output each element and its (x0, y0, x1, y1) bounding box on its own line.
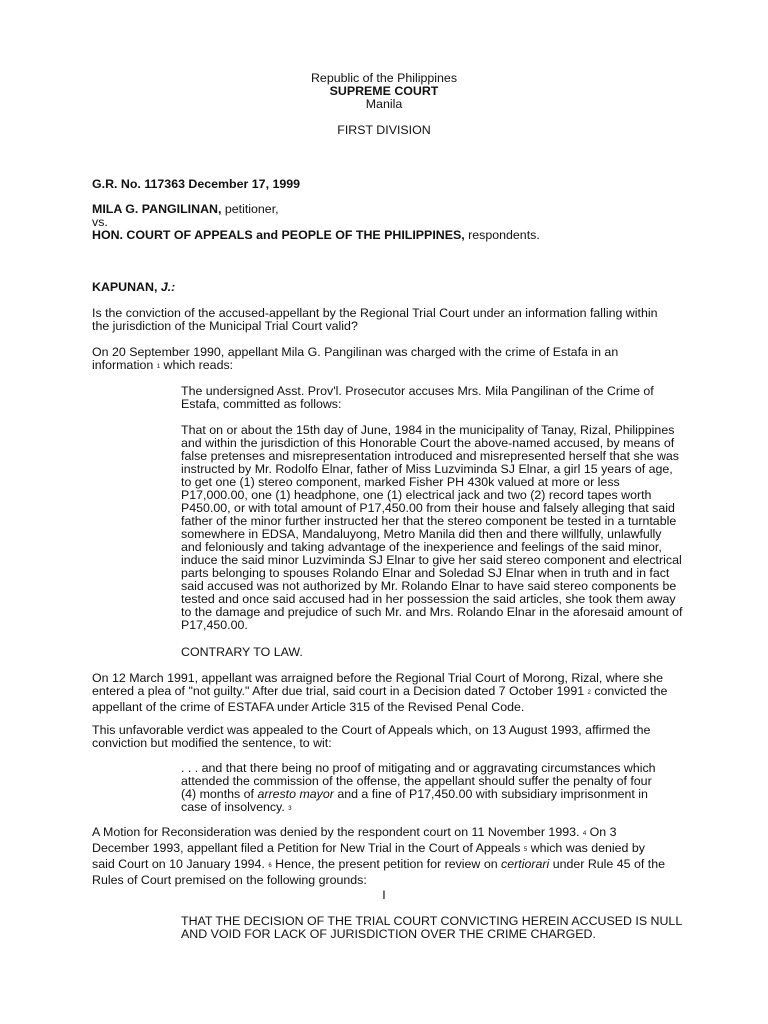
footnote-ref-2[interactable]: 2 (587, 690, 591, 696)
quote-appeals-decision: . . . and that there being no proof of mitigating and or aggravating circumstances which attended the commission of the offense, the appellant should suffer the penalty of four (4) months of arresto mayor and a fine of P17,450.00 with subsidiary imprisonment in case of insolvency. $^3$ (181, 761, 656, 814)
quote-information-body: That on or about the 15th day of June, 1984 in the municipality of Tanay, Rizal, Philippines and within the jurisdiction of this Honorable Court the above-named accused, by means of false pretenses and misrepresentation introduced and misrepresented herself that she was instructed by Mr. Rodolfo Elnar, father of Miss Luzviminda SJ Elnar, a girl 15 years of age, to get one (1) stereo component, marked Fisher PH 430k valued at more or less P17,000.00, one (1) headphone, one (1) electrical jack and two (2) record tapes worth P450.00, or with total amount of P17,450.00 from their house and falsely alleging that said father of the minor further instructed her that the stereo component be tested in a turntable somewhere in EDSA, Mandaluyong, Metro Manila did then and there willfully, unlawfully and feloniously and taking advantage of the inexperience and feelings of the said minor, induce the said minor Luzviminda SJ Elnar to give her said stereo component and electrical parts belonging to spouses Rolando Elnar and Soledad SJ Elnar when in truth and in fact said accused was not authorized by Mr. Rolando Elnar to have said stereo components be tested and once said accused had in her possession the said articles, she took them away to the damage and prejudice of such Mr. and Mrs. Rolando Elnar in the aforesaid amount of P17,450.00. (181, 423, 683, 632)
header-city: Manila (365, 97, 403, 111)
ground-roman-numeral: I (382, 888, 386, 902)
footnote-ref-5[interactable]: 5 (523, 847, 528, 853)
quote-information-intro: The undersigned Asst. Prov'l. Prosecutor accuses Mrs. Mila Pangilinan of the Crime of Estafa, committed as follows: (181, 384, 654, 411)
header-republic: Republic of the Philippines (310, 71, 458, 85)
paragraph-1: Is the conviction of the accused-appellant by the Regional Trial Court under an information falling within the jurisdiction of the Municipal Trial Court valid? (92, 306, 658, 333)
case-number: G.R. No. 117363 December 17, 1999 (92, 177, 301, 191)
ponente: KAPUNAN, J.: (92, 280, 176, 294)
footnote-ref-6[interactable]: 6 (268, 863, 272, 869)
footnote-ref-1[interactable]: 1 (156, 364, 161, 370)
petitioner-line: MILA G. PANGILINAN, petitioner, (92, 202, 279, 216)
paragraph-3: On 12 March 1991, appellant was arraigned before the Regional Trial Court of Morong, Rizal, where she entered a plea of "not guilty." After due trial, said court in a Decision dated 7 October 1991 $^2$ convicted the appellant of the crime of ESTAFA under Article 315 of the Revised Penal Code. (92, 671, 668, 714)
paragraph-4: This unfavorable verdict was appealed to the Court of Appeals which, on 13 August 1993, affirmed the conviction but modified the sentence, to wit: (92, 723, 651, 750)
header-court: SUPREME COURT (329, 84, 439, 98)
versus: vs. (92, 215, 108, 229)
paragraph-5: A Motion for Reconsideration was denied by the respondent court on 11 November 1993. $^4$ On 3 December 1993, appellant filed a Petition for New Trial in the Court of Appeals $^5$ which was denied by said Court on 10 January 1994. $^6$ Hence, the present petition for review on certiorari under Rule 45 of the Rules of Court premised on the following grounds: (92, 825, 665, 887)
division-title: FIRST DIVISION (337, 123, 431, 137)
quote-contrary-to-law: CONTRARY TO LAW. (181, 645, 303, 659)
footnote-ref-4[interactable]: 4 (582, 831, 587, 837)
respondents-line: HON. COURT OF APPEALS and PEOPLE OF THE PHILIPPINES, respondents. (92, 228, 540, 242)
footnote-ref-3[interactable]: 3 (288, 806, 292, 812)
ground-1-text: THAT THE DECISION OF THE TRIAL COURT CONVICTING HEREIN ACCUSED IS NULL AND VOID FOR LACK OF JURISDICTION OVER THE CRIME CHARGED. (181, 914, 682, 941)
paragraph-2: On 20 September 1990, appellant Mila G. Pangilinan was charged with the crime of Estafa in an information $^1$ which reads: (92, 345, 619, 372)
